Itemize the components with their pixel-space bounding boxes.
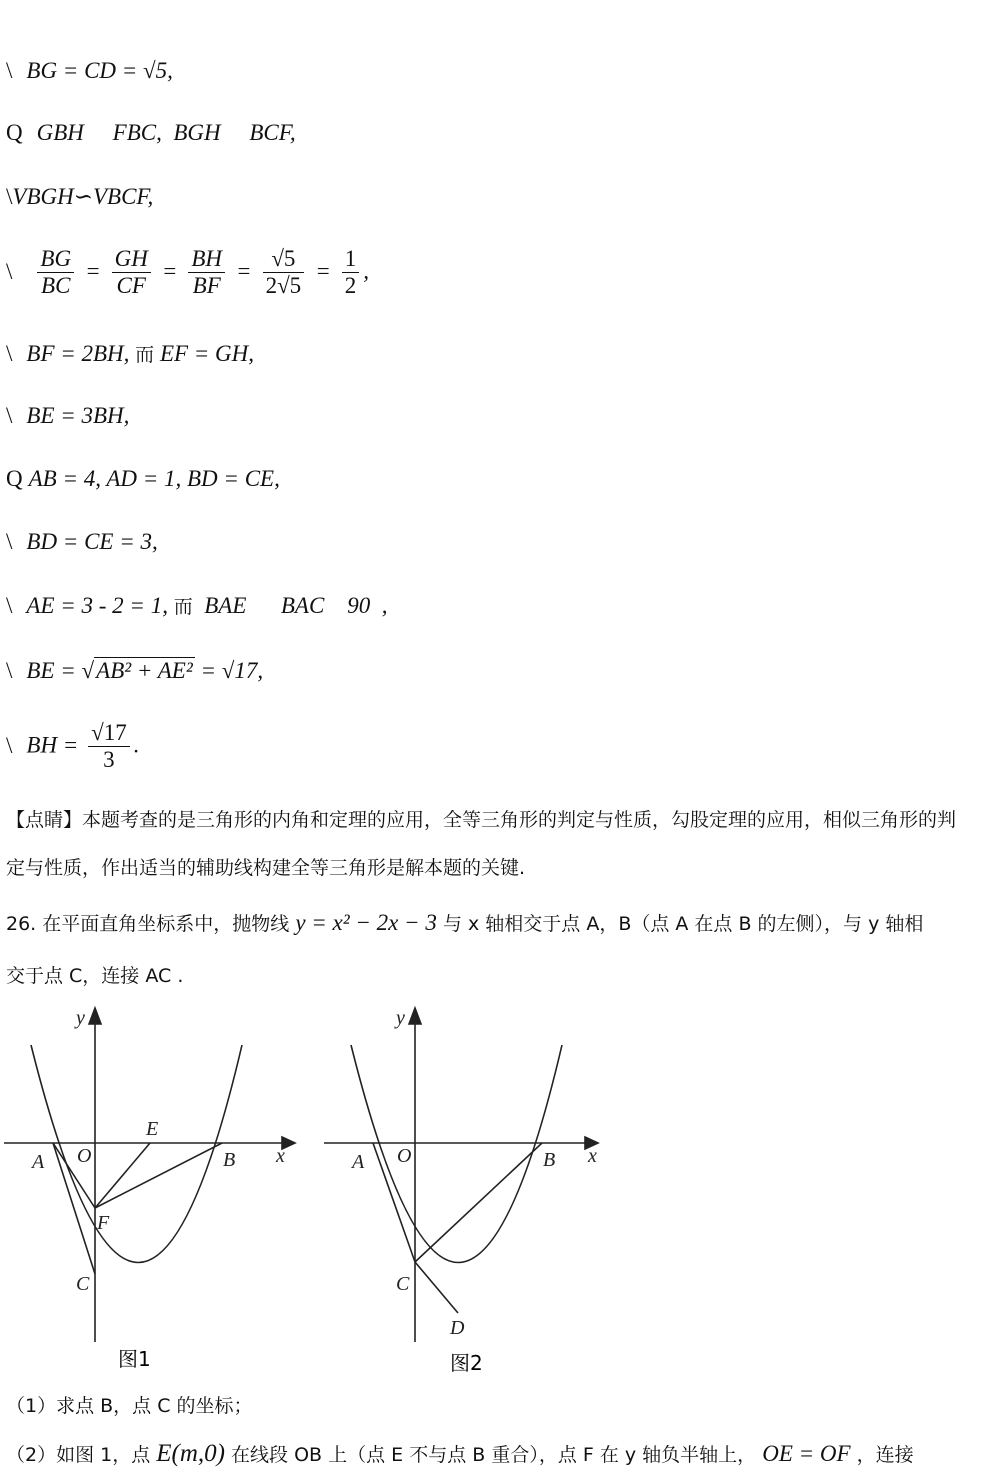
proof-line-10: \ BE = √AB² + AE² = √17, [6,658,264,683]
proof-line-3: \VBGH∽VBCF, [6,184,154,209]
proof-line-8: \ BD = CE = 3, [6,529,158,554]
segment-fe [95,1143,150,1208]
label-d: D [450,1317,465,1339]
label-y: y [76,1007,85,1029]
segment-fb [95,1143,222,1208]
label-o: O [77,1145,92,1167]
question-1: （1）求点 B，点 C 的坐标； [6,1395,253,1417]
y-axis-arrow [409,1008,421,1024]
fraction-one-half: $\frac{1}{2}$ [342,246,360,299]
proof-line-6: \ BE = 3BH, [6,403,130,428]
figure-2 [320,1000,620,1380]
fraction-bh-bf: $\frac{BH}{BF}$ [188,246,225,299]
proof-line-5: \ BF = 2BH, 而 EF = GH, [6,341,255,366]
fraction-gh-cf: $\frac{GH}{CF}$ [112,246,151,299]
label-b: B [223,1149,236,1171]
label-a: A [32,1151,45,1173]
label-y: y [396,1007,405,1029]
proof-line-2: Q GBH FBC, BGH BCF, [6,120,296,145]
label-a: A [352,1151,365,1173]
figure-1-caption: 图1 [118,1347,151,1371]
proof-line-9: \ AE = 3 - 2 = 1, 而 BAE BAC 90 , [6,593,388,618]
proof-line-4: \ $\frac{BG}{BC}$ = $\frac{GH}{CF}$ = $\frac{BH}{BF}$ = $\frac{√5}{2√5}$ = $\frac{1}{2}$ , [6,246,369,298]
fraction-bg-bc: $\frac{BG}{BC}$ [37,246,74,299]
figure-2-caption: 图2 [450,1351,483,1375]
y-axis-arrow [89,1008,101,1024]
comment-paragraph: 【点睛】本题考查的是三角形的内角和定理的应用，全等三角形的判定与性质，勾股定理的应用，相似三角形的判定与性质，作出适当的辅助线构建全等三角形是解本题的关键. [6,809,957,879]
label-c: C [396,1273,410,1295]
label-x: x [276,1145,285,1167]
proof-line-7: Q AB = 4, AD = 1, BD = CE, [6,466,280,491]
label-x: x [588,1145,597,1167]
label-c: C [76,1273,90,1295]
label-b: B [543,1149,556,1171]
fraction-root5: $\frac{√5}{2√5}$ [263,246,305,299]
problem-statement: 26. 在平面直角坐标系中，抛物线 y = x² − 2x − 3 与 x 轴相交于点 A，B（点 A 在点 B 的左侧），与 y 轴相 交于点 C，连接 AC . [6,910,924,987]
parabola [31,1045,242,1263]
fraction-root17-3: $\frac{√17}{3}$ [88,720,130,773]
label-o: O [397,1145,412,1167]
proof-line-11: \ BH = $\frac{√17}{3}$ . [6,720,140,772]
segment-cb [415,1143,542,1262]
question-2: （2）如图 1，点 E(m,0) 在线段 OB 上（点 E 不与点 B 重合），点 F 在 y 轴负半轴上， OE = OF ，连接 [6,1440,914,1467]
label-f: F [97,1212,110,1234]
figure-1 [0,1000,300,1380]
segment-cd [415,1262,458,1313]
label-e: E [146,1118,159,1140]
proof-line-1: \ BG = CD = √5, [6,58,173,83]
